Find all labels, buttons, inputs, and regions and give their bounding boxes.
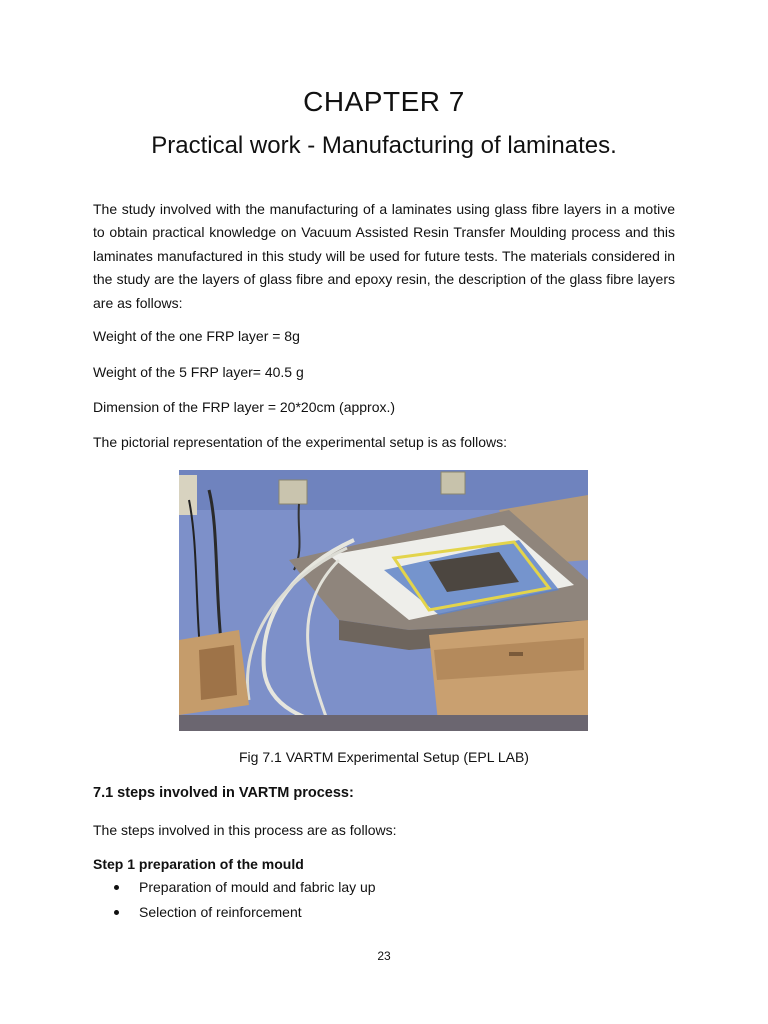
list-item-text: Preparation of mould and fabric lay up [139,879,376,895]
list-item-text: Selection of reinforcement [139,903,302,920]
page-number: 23 [377,949,391,963]
chapter-title: CHAPTER 7 [303,86,465,117]
section-heading: 7.1 steps involved in VARTM process: [93,785,354,801]
step-bullet-list [113,879,376,928]
spec-line: Weight of the one FRP layer = 8g [93,328,300,344]
step-heading: Step 1 preparation of the mould [93,856,304,872]
vartm-setup-photo [179,470,588,731]
list-item [113,904,376,929]
spec-line: Weight of the 5 FRP layer= 40.5 g [93,364,304,380]
spec-line: Dimension of the FRP layer = 20*20cm (approx.) [93,399,396,415]
figure-caption: Fig 7.1 VARTM Experimental Setup (EPL LAB) [239,749,529,765]
list-item [113,879,376,904]
intro-paragraph: The study involved with the manufacturing of a laminates using glass fibre layers in a motive to obtain practical knowledge on Vacuum Assisted Resin Transfer Moulding process and this laminates manufactured in this study will be used for future tests. The materials considered in the study are the layers of glass fibre and epoxy resin, the description of the glass fibre layers are as follows: [93,201,675,311]
chapter-subtitle: Practical work - Manufacturing of laminates. [151,132,617,159]
pictorial-intro: The pictorial representation of the experimental setup is as follows: [93,434,507,450]
section-intro: The steps involved in this process are as follows: [93,822,397,838]
bullet-icon [114,885,119,890]
bullet-icon [114,910,119,915]
